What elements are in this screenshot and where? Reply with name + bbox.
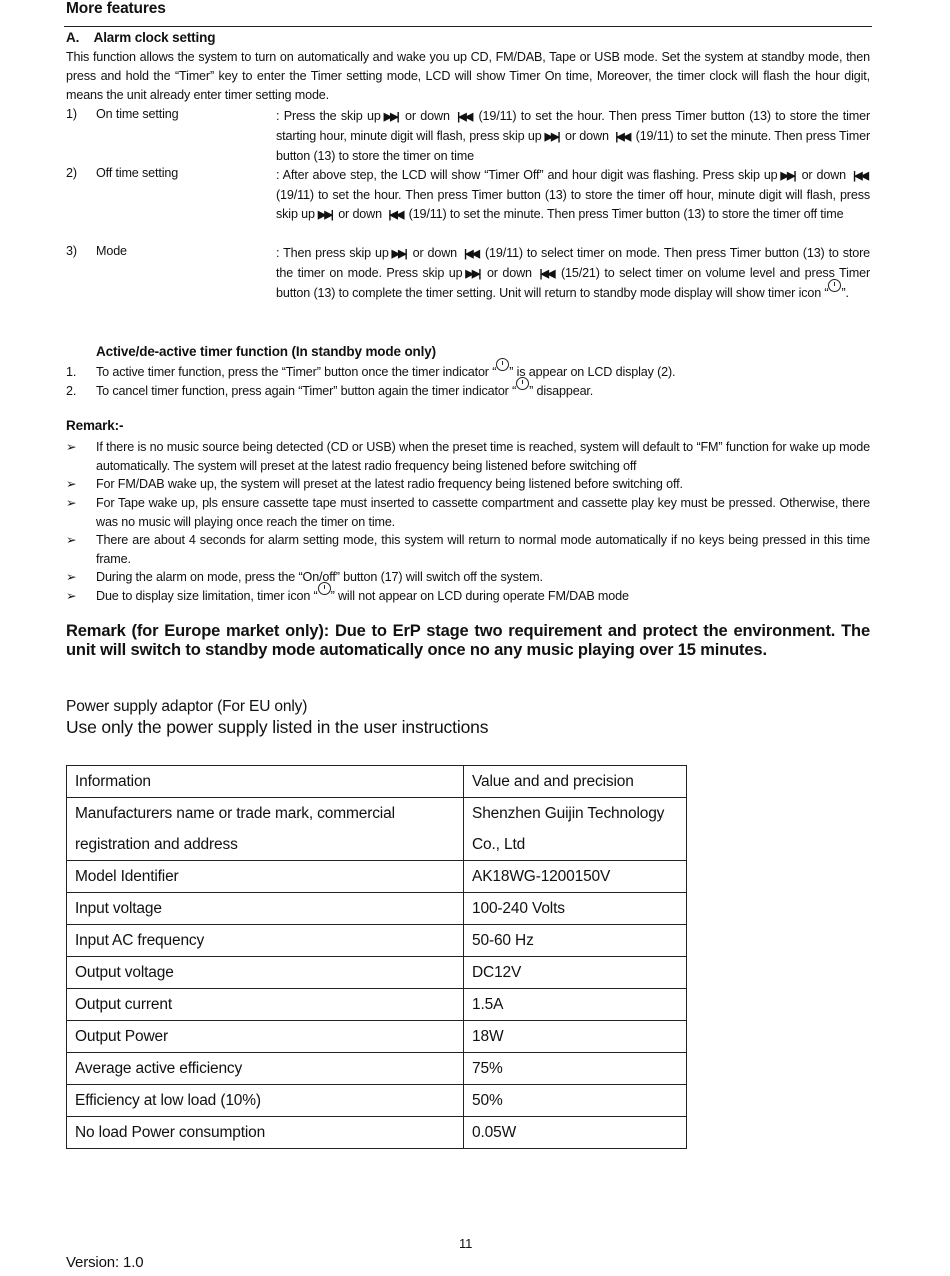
- power-supply-title: Power supply adaptor (For EU only): [66, 698, 308, 715]
- remark-bullet: [66, 568, 870, 587]
- text-segment: Due to display size limitation, timer icon “: [96, 589, 318, 603]
- text-segment: : Press the skip up: [276, 109, 381, 123]
- value-cell: 75%: [464, 1053, 687, 1085]
- info-cell: Information: [67, 766, 464, 798]
- timer-setting-item: [66, 166, 870, 225]
- active-timer-step: [66, 363, 870, 382]
- text-segment: ” disappear.: [529, 384, 594, 398]
- bullet-arrow-icon: ➢: [66, 589, 77, 603]
- text-segment: (19/11) to set the minute. Then press Timer button (13) to store the timer on time: [276, 129, 870, 163]
- info-cell: Input voltage: [67, 893, 464, 925]
- remark-bullet: [66, 475, 870, 494]
- table-row: [67, 1117, 687, 1149]
- skip-down-icon: |◀◀: [853, 170, 868, 182]
- value-cell: 0.05W: [464, 1117, 687, 1149]
- page-title: More features: [66, 0, 166, 17]
- timer-clock-icon: [318, 582, 331, 595]
- value-cell: Value and and precision: [464, 766, 687, 798]
- timer-setting-item: [66, 107, 870, 166]
- info-cell: Manufacturers name or trade mark, commercial registration and address: [67, 798, 464, 861]
- power-supply-table: [66, 765, 687, 1149]
- section-title: Alarm clock setting: [93, 30, 216, 45]
- item-description: [276, 166, 870, 225]
- info-cell: Efficiency at low load (10%): [67, 1085, 464, 1117]
- item-number: 3): [66, 244, 77, 258]
- skip-down-icon: |◀◀: [388, 209, 403, 221]
- info-cell: Model Identifier: [67, 861, 464, 893]
- step-number: 1.: [66, 365, 77, 379]
- remark-bullet: [66, 587, 870, 606]
- timer-clock-icon: [828, 279, 841, 292]
- active-timer-step: [66, 382, 870, 401]
- text-segment: To active timer function, press the “Timer” button once the timer indicator “: [96, 365, 497, 379]
- section-label: A.: [66, 30, 80, 45]
- version-label: Version: 1.0: [66, 1254, 144, 1271]
- bullet-text: [96, 494, 870, 532]
- text-segment: : Then press skip up: [276, 246, 389, 260]
- step-text: [96, 363, 870, 382]
- text-segment: To cancel timer function, press again “Timer” button again the timer indicator “: [96, 384, 517, 398]
- skip-up-icon: ▶▶|: [780, 170, 795, 182]
- text-segment: (15/21) to select timer on volume level and press Timer button (13) to complete the timer setting. Unit will return to standby mode display will show timer icon “: [276, 266, 870, 300]
- skip-down-icon: |◀◀: [457, 111, 472, 123]
- bullet-arrow-icon: ➢: [66, 440, 77, 454]
- text-segment: ” will not appear on LCD during operate FM/DAB mode: [330, 589, 629, 603]
- table-row: [67, 989, 687, 1021]
- text-segment: or down: [797, 168, 851, 182]
- table-row: [67, 1085, 687, 1117]
- bullet-text: [96, 475, 870, 494]
- value-cell: 100-240 Volts: [464, 893, 687, 925]
- remark-heading: Remark:-: [66, 418, 124, 433]
- skip-down-icon: |◀◀: [615, 131, 630, 143]
- skip-up-icon: ▶▶|: [317, 209, 332, 221]
- text-segment: For Tape wake up, pls ensure cassette tape must inserted to cassette compartment and cassette play key must be pressed. Otherwise, there was no music will playing once reach the timer on time.: [96, 496, 870, 529]
- skip-down-icon: |◀◀: [464, 248, 478, 260]
- info-cell: Output Power: [67, 1021, 464, 1053]
- info-cell: Output voltage: [67, 957, 464, 989]
- skip-up-icon: ▶▶|: [391, 248, 406, 260]
- timer-clock-icon: [516, 377, 529, 390]
- item-number: 1): [66, 107, 77, 121]
- bullet-arrow-icon: ➢: [66, 533, 77, 547]
- text-segment: or down: [334, 207, 386, 221]
- text-segment: (19/11) to set the hour. Then press Timer button (13) to store the timer starting hour, minute digit will flash, press skip up: [276, 109, 871, 143]
- section-a-intro: This function allows the system to turn on automatically and wake you up CD, FM/DAB, Tape or USB mode. Set the system at standby mode, then press and hold the “Timer” key to enter the Timer setting mode, LCD will show Timer On time, Moreover, the timer clock will flash the hour digit, means the unit already enter timer setting mode.: [66, 50, 870, 102]
- remark-bullet: [66, 531, 870, 569]
- text-segment: : After above step, the LCD will show “Timer Off” and hour digit was flashing. Press skip up: [276, 168, 778, 182]
- bullet-text: [96, 438, 870, 476]
- table-row: [67, 893, 687, 925]
- value-cell: 50%: [464, 1085, 687, 1117]
- step-text: [96, 382, 870, 401]
- remark-bullet: [66, 494, 870, 532]
- info-cell: Average active efficiency: [67, 1053, 464, 1085]
- item-description: [276, 244, 870, 303]
- value-cell: Shenzhen Guijin Technology Co., Ltd: [464, 798, 687, 861]
- value-cell: DC12V: [464, 957, 687, 989]
- bullet-text: [96, 587, 870, 606]
- section-a-heading: [66, 30, 215, 45]
- text-segment: If there is no music source being detected (CD or USB) when the preset time is reached, system will default to “FM” function for wake up mode automatically. The system will preset at the latest radio frequency being listened before switching off: [96, 440, 870, 473]
- text-segment: During the alarm on mode, press the “On/off” button (17) will switch off the system.: [96, 570, 543, 584]
- active-timer-heading: Active/de-active timer function (In standby mode only): [96, 344, 436, 359]
- bullet-text: [96, 568, 870, 587]
- timer-clock-icon: [496, 358, 509, 371]
- value-cell: 18W: [464, 1021, 687, 1053]
- skip-up-icon: ▶▶|: [383, 111, 398, 123]
- bullet-text: [96, 531, 870, 569]
- step-number: 2.: [66, 384, 77, 398]
- text-segment: (19/11) to set the hour. Then press Timer button (13) to store the timer off hour, minute digit will flash, press skip up: [276, 188, 870, 221]
- item-label: Mode: [96, 244, 127, 258]
- bullet-arrow-icon: ➢: [66, 477, 77, 491]
- bullet-arrow-icon: ➢: [66, 570, 77, 584]
- power-supply-note: Use only the power supply listed in the user instructions: [66, 717, 489, 737]
- skip-down-icon: |◀◀: [539, 268, 554, 280]
- page-number: 11: [459, 1236, 473, 1251]
- info-cell: Input AC frequency: [67, 925, 464, 957]
- bullet-arrow-icon: ➢: [66, 496, 77, 510]
- info-cell: Output current: [67, 989, 464, 1021]
- text-segment: (19/11) to select timer on mode. Then press Timer button (13) to store the timer on mode. Press skip up: [276, 246, 870, 280]
- value-cell: AK18WG-1200150V: [464, 861, 687, 893]
- skip-up-icon: ▶▶|: [544, 131, 559, 143]
- text-segment: or down: [400, 109, 455, 123]
- europe-remark: Remark (for Europe market only): Due to ErP stage two requirement and protect the environment. The unit will switch to standby mode automatically once no any music playing over 15 minutes.: [66, 622, 870, 659]
- table-row: [67, 925, 687, 957]
- text-segment: or down: [482, 266, 537, 280]
- remark-bullet: [66, 438, 870, 476]
- text-segment: (19/11) to set the minute. Then press Timer button (13) to store the timer off time: [405, 207, 844, 221]
- table-row: [67, 798, 687, 861]
- table-row: [67, 957, 687, 989]
- item-label: On time setting: [96, 107, 179, 121]
- table-row: [67, 861, 687, 893]
- skip-up-icon: ▶▶|: [465, 268, 480, 280]
- item-description: [276, 107, 870, 166]
- text-segment: or down: [408, 246, 461, 260]
- info-cell: No load Power consumption: [67, 1117, 464, 1149]
- value-cell: 50-60 Hz: [464, 925, 687, 957]
- timer-setting-item: [66, 244, 870, 303]
- item-number: 2): [66, 166, 77, 180]
- table-row: [67, 1053, 687, 1085]
- text-segment: ”.: [841, 286, 849, 300]
- table-row: [67, 1021, 687, 1053]
- table-header-row: [67, 766, 687, 798]
- text-segment: There are about 4 seconds for alarm setting mode, this system will return to normal mode automatically if no keys being pressed in this time frame.: [96, 533, 870, 566]
- text-segment: For FM/DAB wake up, the system will preset at the latest radio frequency being listened before switching off.: [96, 477, 683, 491]
- value-cell: 1.5A: [464, 989, 687, 1021]
- text-segment: ” is appear on LCD display (2).: [509, 365, 676, 379]
- text-segment: or down: [561, 129, 613, 143]
- item-label: Off time setting: [96, 166, 179, 180]
- title-rule: [64, 26, 872, 27]
